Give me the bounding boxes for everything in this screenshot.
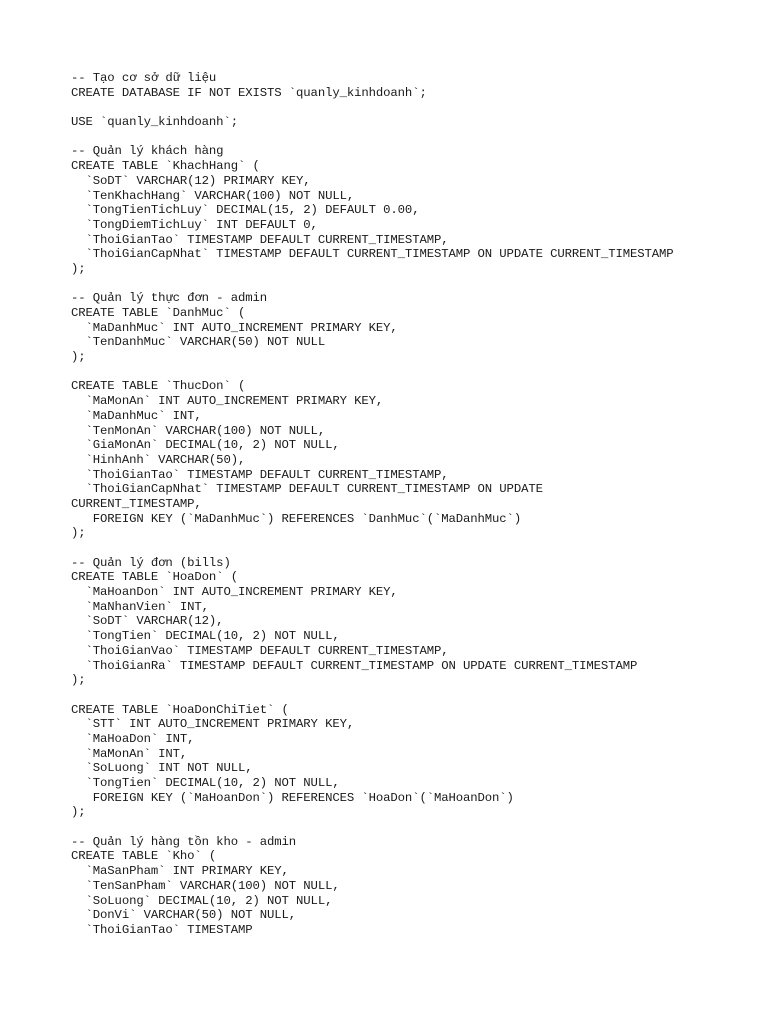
- code-line: `SoDT` VARCHAR(12) PRIMARY KEY,: [71, 173, 311, 188]
- blank-line: [71, 130, 674, 145]
- code-line: `TenSanPham` VARCHAR(100) NOT NULL,: [71, 878, 340, 893]
- code-line: `MaHoaDon` INT,: [71, 731, 195, 746]
- code-line: `ThoiGianRa` TIMESTAMP DEFAULT CURRENT_TIMESTAMP ON UPDATE CURRENT_TIMESTAMP: [71, 658, 638, 673]
- code-line: CREATE TABLE `Kho` (: [71, 849, 217, 864]
- blank-line: [71, 541, 674, 556]
- blank-line: [71, 277, 674, 292]
- code-line: `ThoiGianCapNhat` TIMESTAMP DEFAULT CURRENT_TIMESTAMP ON UPDATE CURRENT_TIMESTAMP: [71, 247, 674, 262]
- code-line: );: [71, 261, 86, 276]
- blank-line: [71, 820, 674, 835]
- code-line: `STT` INT AUTO_INCREMENT PRIMARY KEY,: [71, 717, 355, 732]
- code-line: `TongTien` DECIMAL(10, 2) NOT NULL,: [71, 629, 340, 644]
- code-line: USE `quanly_kinhdoanh`;: [71, 115, 238, 130]
- code-comment: -- Tạo cơ sở dữ liệu: [71, 71, 217, 85]
- code-line: CREATE DATABASE IF NOT EXISTS `quanly_kinhdoanh`;: [71, 85, 427, 100]
- code-line: CREATE TABLE `DanhMuc` (: [71, 306, 246, 320]
- code-line: `MaHoanDon` INT AUTO_INCREMENT PRIMARY KEY,: [71, 585, 398, 600]
- code-line: `TongTien` DECIMAL(10, 2) NOT NULL,: [71, 776, 340, 790]
- sql-code-block: [71, 71, 674, 938]
- code-line: `MaSanPham` INT PRIMARY KEY,: [71, 864, 289, 879]
- code-line: `MaDanhMuc` INT AUTO_INCREMENT PRIMARY KEY,: [71, 320, 398, 335]
- code-line: CURRENT_TIMESTAMP,: [71, 496, 202, 511]
- code-line: `MaMonAn` INT,: [71, 746, 188, 761]
- code-line: FOREIGN KEY (`MaDanhMuc`) REFERENCES `DanhMuc`(`MaDanhMuc`): [71, 511, 522, 526]
- code-comment: -- Quản lý đơn (bills): [71, 555, 231, 570]
- code-line: `GiaMonAn` DECIMAL(10, 2) NOT NULL,: [71, 438, 340, 453]
- code-line: `SoDT` VARCHAR(12),: [71, 614, 224, 629]
- code-line: `SoLuong` INT NOT NULL,: [71, 761, 253, 776]
- code-line: `SoLuong` DECIMAL(10, 2) NOT NULL,: [71, 893, 333, 908]
- code-line: `ThoiGianTao` TIMESTAMP: [71, 922, 253, 937]
- code-line: `TenDanhMuc` VARCHAR(50) NOT NULL: [71, 335, 326, 350]
- code-line: CREATE TABLE `KhachHang` (: [71, 159, 260, 174]
- code-line: `TenMonAn` VARCHAR(100) NOT NULL,: [71, 423, 326, 438]
- code-line: `TongDiemTichLuy` INT DEFAULT 0,: [71, 217, 318, 232]
- code-line: );: [71, 350, 86, 365]
- blank-line: [71, 100, 674, 115]
- code-line: CREATE TABLE `ThucDon` (: [71, 379, 246, 394]
- code-line: `TenKhachHang` VARCHAR(100) NOT NULL,: [71, 188, 355, 203]
- blank-line: [71, 688, 674, 703]
- code-line: );: [71, 805, 86, 820]
- code-line: FOREIGN KEY (`MaHoanDon`) REFERENCES `HoaDon`(`MaHoanDon`): [71, 790, 514, 805]
- code-line: `HinhAnh` VARCHAR(50),: [71, 452, 246, 467]
- code-line: `ThoiGianTao` TIMESTAMP DEFAULT CURRENT_TIMESTAMP,: [71, 467, 449, 482]
- blank-line: [71, 365, 674, 380]
- code-line: CREATE TABLE `HoaDon` (: [71, 570, 238, 585]
- code-comment: -- Quản lý hàng tồn kho - admin: [71, 834, 297, 849]
- code-line: );: [71, 526, 86, 541]
- code-line: `ThoiGianCapNhat` TIMESTAMP DEFAULT CURRENT_TIMESTAMP ON UPDATE: [71, 482, 543, 497]
- code-line: CREATE TABLE `HoaDonChiTiet` (: [71, 702, 289, 717]
- code-line: `ThoiGianTao` TIMESTAMP DEFAULT CURRENT_TIMESTAMP,: [71, 232, 449, 247]
- code-line: );: [71, 673, 86, 688]
- code-line: `DonVi` VARCHAR(50) NOT NULL,: [71, 908, 297, 923]
- code-comment: -- Quản lý khách hàng: [71, 144, 224, 159]
- code-comment: -- Quản lý thực đơn - admin: [71, 291, 268, 306]
- code-line: `MaDanhMuc` INT,: [71, 408, 202, 423]
- code-line: `MaNhanVien` INT,: [71, 599, 209, 614]
- code-line: `ThoiGianVao` TIMESTAMP DEFAULT CURRENT_TIMESTAMP,: [71, 643, 449, 658]
- code-line: `TongTienTichLuy` DECIMAL(15, 2) DEFAULT 0.00,: [71, 203, 420, 218]
- code-line: `MaMonAn` INT AUTO_INCREMENT PRIMARY KEY,: [71, 394, 384, 409]
